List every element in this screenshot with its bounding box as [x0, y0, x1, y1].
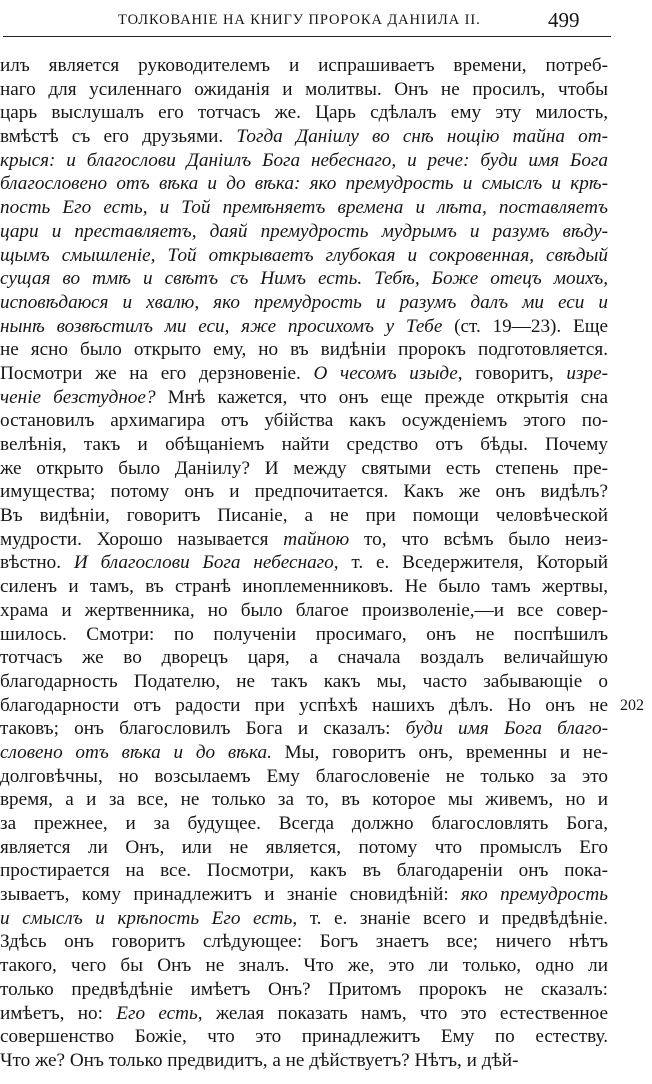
- text-line-content: [0, 954, 608, 978]
- text-line-content: [0, 54, 608, 78]
- text-line-content: [0, 244, 608, 268]
- text-segment: Въ видѣніи, говоритъ Писаніе, а не при помощи человѣческой: [0, 505, 608, 527]
- text-line: [0, 54, 612, 78]
- text-line: [0, 504, 612, 528]
- text-line: [0, 196, 612, 220]
- text-segment: велѣнія, такъ и обѣщаніемъ найти средство отъ бѣды. Почему: [0, 434, 608, 455]
- text-segment: благодарности отъ радости при успѣхѣ нашихъ дѣлъ. Но онъ не: [0, 694, 608, 716]
- text-segment: шилось. Смотри: по полученіи просимаго, онъ не поспѣшилъ: [0, 623, 608, 645]
- italic-quotation: О чесомъ изыде: [313, 362, 458, 384]
- text-line-content: [0, 812, 608, 836]
- text-line-content: [0, 646, 608, 670]
- text-line-content: [0, 930, 608, 954]
- text-line-content: [0, 149, 608, 173]
- text-line: [0, 362, 612, 386]
- text-line: [0, 765, 612, 789]
- text-line: [0, 457, 612, 481]
- italic-quotation: цари и преставляетъ, даяй премудрость мудрымъ и разумъ вѣду-: [0, 220, 608, 242]
- text-segment: за прежнее, и за будущее. Всегда должно благословлять Бога,: [0, 813, 608, 834]
- text-line-content: [0, 883, 608, 907]
- text-segment: тотчасъ же во дворецъ царя, а сначала воздалъ величайшую: [0, 647, 608, 669]
- text-segment: наго для усиленнаго ожиданія и молитвы. Онъ не просилъ, чтобы: [0, 78, 608, 100]
- text-line: [0, 1049, 612, 1073]
- text-segment: силенъ и тамъ, въ странѣ иноплеменниковъ. Не было тамъ жертвы,: [0, 576, 608, 598]
- text-line-content: [0, 1025, 608, 1049]
- text-line-content: [0, 694, 608, 718]
- italic-quotation: тайною: [283, 528, 350, 550]
- italic-quotation: нынѣ возвѣстилъ ми еси, яже просихомъ у Тебе: [0, 315, 443, 337]
- text-segment: царь выслушалъ его тотчасъ же. Царь сдѣлалъ ему эту милость,: [0, 102, 608, 124]
- text-segment: простирается на все. Посмотри, какъ въ благодареніи онъ пока-: [0, 860, 608, 882]
- italic-quotation: щымъ смышленіе, Той открываетъ глубокая и сокровенная, свѣдый: [0, 244, 608, 266]
- text-line-content: [0, 433, 608, 457]
- italic-quotation: пость Его есть, и Той премѣняетъ времена и лѣта, поставляетъ: [0, 197, 608, 219]
- text-line: [0, 244, 612, 268]
- text-line-content: [0, 717, 608, 741]
- text-line-content: [0, 670, 608, 694]
- text-line: [0, 670, 612, 694]
- text-line-content: [0, 836, 608, 860]
- text-line-content: [0, 172, 608, 196]
- text-line: [0, 1025, 612, 1049]
- text-segment: храма и жертвенника, но было благое произволеніе,—и все совер-: [0, 599, 608, 621]
- text-segment: , говоритъ,: [457, 362, 567, 384]
- text-line: [0, 433, 612, 457]
- italic-quotation: сущая во тмѣ и свѣтъ съ Нимъ есть. Тебѣ, Боже отецъ моихъ,: [0, 268, 608, 290]
- text-line: [0, 741, 612, 765]
- text-line: [0, 101, 612, 125]
- italic-quotation: И благослови Бога небеснаго: [73, 552, 334, 574]
- text-segment: не ясно было открыто ему, но въ видѣніи пророкъ подготовляется.: [0, 339, 608, 361]
- italic-quotation: исповѣдаюся и хвалю, яко премудрость и разумъ далъ ми еси и: [0, 291, 608, 313]
- text-line-content: [0, 575, 608, 599]
- text-line: [0, 930, 612, 954]
- text-line: [0, 528, 612, 552]
- italic-quotation: буди имя Бога благо-: [405, 718, 608, 740]
- text-line-content: [0, 338, 608, 362]
- text-line: [0, 172, 612, 196]
- text-line: [0, 409, 612, 433]
- text-line: [0, 907, 612, 931]
- text-line-content: [0, 599, 608, 623]
- text-line: [0, 812, 612, 836]
- text-segment: такого, чего бы Онъ не зналъ. Что же, это ли только, одно ли: [0, 955, 608, 977]
- text-segment: благодарность Подателю, не такъ какъ мы, часто забывающіе о: [0, 670, 608, 692]
- text-segment: таковъ; онъ благословилъ Бога и сказалъ:: [0, 718, 406, 740]
- text-segment: Посмотри же на его дерзновеніе.: [0, 362, 314, 384]
- text-segment: илъ является руководителемъ и испрашиваетъ времени, потреб-: [0, 55, 608, 76]
- text-line: [0, 883, 612, 907]
- body-text: [0, 54, 612, 1073]
- text-line-content: [0, 907, 608, 931]
- text-segment: то, что всѣмъ было неиз-: [349, 528, 608, 550]
- text-line-content: [0, 623, 608, 647]
- running-head: [0, 6, 652, 38]
- text-segment: Мы, говоритъ онъ, временны и не-: [271, 741, 608, 763]
- text-segment: , т. е. знаніе всего и предвѣдѣніе.: [292, 907, 608, 929]
- text-line: [0, 623, 612, 647]
- text-line-content: [0, 859, 608, 883]
- italic-quotation: благословено отъ вѣка и до вѣка: яко премудрость и смыслъ и крѣ-: [0, 173, 608, 195]
- text-line-content: [0, 362, 608, 386]
- text-segment: Мнѣ кажется, что онъ еще прежде открытія сна: [155, 386, 608, 408]
- text-segment: только предвѣдѣніе имѣетъ Онъ? Притомъ пророкъ не сказалъ:: [0, 978, 608, 1000]
- text-line: [0, 315, 612, 339]
- text-line: [0, 338, 612, 362]
- text-line-content: [0, 765, 608, 789]
- text-segment: , желая показать намъ, что это естественное: [197, 1002, 608, 1024]
- text-line-content: [0, 101, 608, 125]
- text-line: [0, 717, 612, 741]
- text-line-content: [0, 291, 608, 315]
- text-segment: мудрости. Хорошо называется: [0, 528, 284, 550]
- text-line: [0, 836, 612, 860]
- text-line-content: [0, 457, 608, 481]
- text-line: [0, 646, 612, 670]
- text-line-content: [0, 528, 608, 552]
- text-line-content: [0, 220, 608, 244]
- text-line: [0, 1002, 612, 1026]
- text-line-content: [0, 978, 608, 1002]
- italic-quotation: Его есть: [116, 1002, 198, 1024]
- italic-quotation: Тогда Даніилу во снѣ нощію тайна от-: [236, 126, 608, 148]
- text-line-content: [0, 386, 608, 410]
- text-line: [0, 267, 612, 291]
- text-segment: имѣетъ, но:: [0, 1002, 117, 1024]
- margin-reference-number: 202: [620, 697, 644, 714]
- text-segment: вмѣстѣ съ его друзьями.: [0, 126, 237, 148]
- text-line: [0, 149, 612, 173]
- text-line: [0, 125, 612, 149]
- text-segment: же открыто было Даніилу? И между святыми есть степень пре-: [0, 457, 608, 479]
- text-line-content: [0, 788, 608, 812]
- text-line-content: [0, 1002, 608, 1026]
- text-segment: , т. е. Вседержителя, Который: [333, 552, 608, 574]
- text-line-content: [0, 315, 608, 339]
- header-rule: [3, 36, 611, 37]
- text-line-content: [0, 78, 608, 102]
- italic-quotation: яко премудрость: [461, 884, 608, 906]
- text-segment: совершенство Божіе, что это принадлежитъ Ему по естеству.: [0, 1026, 608, 1048]
- text-line: [0, 551, 612, 575]
- text-line: [0, 291, 612, 315]
- running-title: ТОЛКОВАНІЕ НА КНИГУ ПРОРОКА ДАНІИЛА II.: [118, 12, 481, 28]
- text-line-content: [0, 1049, 608, 1073]
- text-segment: является ли Онъ, или не является, потому что промыслъ Его: [0, 836, 608, 858]
- text-segment: вѣстно.: [0, 552, 74, 574]
- text-line-content: [0, 267, 608, 291]
- text-line-content: [0, 480, 608, 504]
- text-line-content: [0, 504, 608, 528]
- text-segment: остановилъ архимагира отъ убійства какъ осужденіемъ этого по-: [0, 410, 608, 432]
- text-line: [0, 386, 612, 410]
- text-line: [0, 78, 612, 102]
- italic-quotation: изре-: [566, 362, 608, 384]
- text-line-content: [0, 741, 608, 765]
- page-number: 499: [548, 8, 580, 32]
- text-line-content: [0, 551, 608, 575]
- text-line: [0, 859, 612, 883]
- italic-quotation: крыся: и благослови Даніилъ Бога небеснаго, и рече: буди имя Бога: [0, 149, 608, 171]
- text-segment: время, а и за все, не только за то, въ которое мы живемъ, но и: [0, 789, 608, 811]
- text-segment: (ст. 19—23). Еще: [442, 315, 608, 337]
- text-line: [0, 220, 612, 244]
- italic-quotation: ченіе безстудное?: [0, 386, 156, 408]
- text-line: [0, 480, 612, 504]
- text-line-content: [0, 196, 608, 220]
- text-segment: Что же? Онъ только предвидитъ, а не дѣйствуетъ? Нѣтъ, и дѣй-: [0, 1049, 519, 1071]
- text-line: [0, 694, 612, 718]
- italic-quotation: словено отъ вѣка и до вѣка.: [0, 741, 272, 763]
- text-line: [0, 954, 612, 978]
- text-line-content: [0, 409, 608, 433]
- text-segment: зываетъ, кому принадлежитъ и знаніе сновидѣній:: [0, 884, 461, 906]
- text-line-content: [0, 125, 608, 149]
- text-segment: долговѣчны, но возсылаемъ Ему благословеніе не только за это: [0, 765, 608, 787]
- text-segment: имущества; потому онъ и предпочитается. Какъ же онъ видѣлъ?: [0, 481, 608, 503]
- text-line: [0, 599, 612, 623]
- text-line: [0, 978, 612, 1002]
- text-line: [0, 788, 612, 812]
- text-line: [0, 575, 612, 599]
- text-segment: Здѣсь онъ говоритъ слѣдующее: Богъ знаетъ все; ничего нѣтъ: [0, 931, 608, 953]
- italic-quotation: и смыслъ и крѣпость Его есть: [0, 907, 293, 929]
